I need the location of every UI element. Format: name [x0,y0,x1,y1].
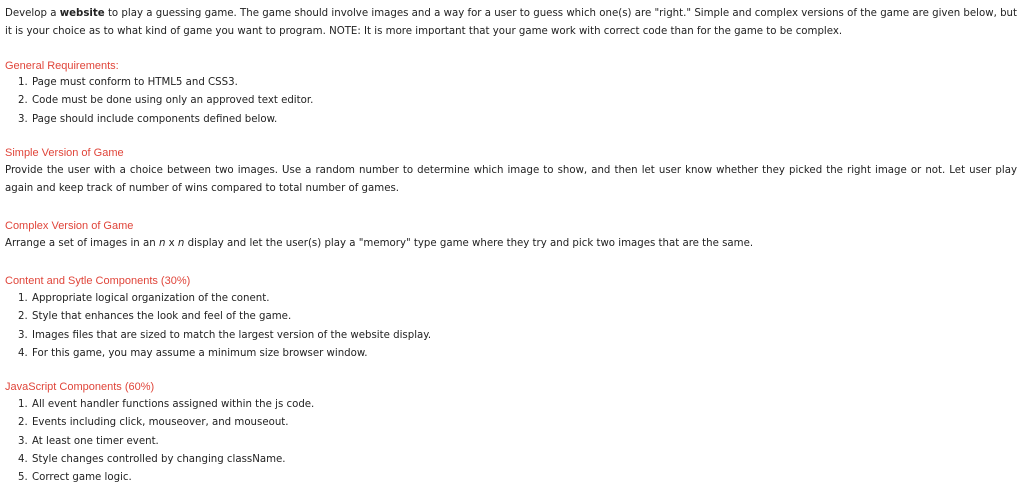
list-item-text: Images files that are sized to match the largest version of the website display. [32,329,432,341]
list-item-number: 5. [18,472,28,484]
intro-bold-word: website [59,8,105,19]
javascript-components-heading: JavaScript Components (60%) [5,381,155,393]
javascript-components-list [5,396,314,487]
list-item [5,290,431,308]
list-item [5,469,314,487]
list-item-number: 2. [18,417,28,429]
simple-version-heading: Simple Version of Game [5,147,124,159]
list-item-number: 4. [18,347,28,359]
intro-text-2: to play a guessing game. The game should involve images and a way for a user to guess which one(s) are "right." Simple and complex versions of the game are given below, but it is your choice as to what kind of game you want to program. NOTE: It is more important that your game work with correct code than for the game to be complex. [5,8,1017,37]
list-item-text: Appropriate logical organization of the conent. [32,293,270,304]
list-item-text: Style changes controlled by changing className. [32,453,286,465]
list-item-text: All event handler functions assigned within the js code. [32,399,315,410]
list-item [5,92,313,110]
complex-n-variable: n [158,238,166,249]
complex-x: x [165,238,178,249]
list-item [5,111,313,129]
list-item-text: Correct game logic. [32,472,132,484]
complex-text-2: display and let the user(s) play a "memory" type game where they try and pick two images that are the same. [184,238,754,249]
list-item-number: 3. [18,329,28,341]
list-item [5,308,431,326]
list-item-number: 2. [18,311,28,323]
general-requirements-list [5,74,313,129]
content-style-heading: Content and Sytle Components (30%) [5,275,191,287]
complex-n-variable: n [177,238,185,249]
intro-paragraph [5,5,1017,40]
list-item-text: At least one timer event. [32,435,159,447]
complex-version-text [5,235,1017,253]
general-requirements-heading: General Requirements: [5,60,119,72]
content-style-list [5,290,431,363]
list-item [5,345,431,363]
intro-text-1: Develop a [5,8,60,19]
list-item [5,396,314,414]
list-item [5,451,314,469]
complex-version-heading: Complex Version of Game [5,220,134,232]
list-item [5,433,314,451]
list-item-text: For this game, you may assume a minimum size browser window. [32,347,368,359]
list-item-text: Style that enhances the look and feel of the game. [32,311,292,323]
list-item-number: 1. [18,399,28,410]
list-item-number: 4. [18,453,28,465]
list-item-text: Events including click, mouseover, and mouseout. [32,417,289,429]
complex-text-1: Arrange a set of images in an [5,238,159,249]
list-item [5,414,314,432]
list-item [5,327,431,345]
list-item-text: Code must be done using only an approved text editor. [32,95,314,107]
list-item-number: 1. [18,293,28,304]
list-item-number: 3. [18,435,28,447]
list-item-number: 2. [18,95,28,107]
list-item [5,74,313,92]
list-item-number: 3. [18,113,28,125]
list-item-number: 1. [18,77,28,88]
list-item-text: Page must conform to HTML5 and CSS3. [32,77,238,88]
list-item-text: Page should include components defined below. [32,113,278,125]
simple-version-text: Provide the user with a choice between two images. Use a random number to determine which image to show, and then let user know whether they picked the right image or not. Let user play again and keep track of number of wins compared to total number of games. [5,165,1017,194]
